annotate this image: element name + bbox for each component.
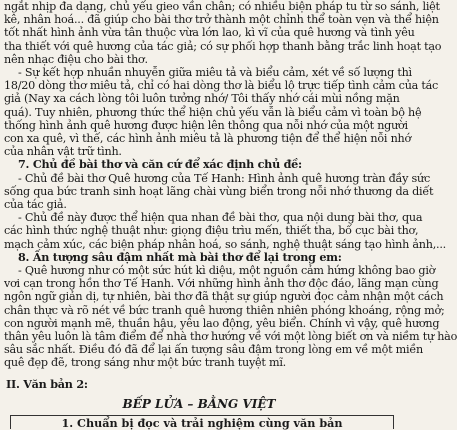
text-line: ngôn ngữ giản dị, tự nhiên, bài thơ đã thật sự giúp người đọc cảm nhận một cách xyxy=(4,290,444,304)
text-line: giả (Nay xa cách lòng tôi luôn tưởng nhớ/ Tôi thấy nhớ cái mùi nồng mặn xyxy=(4,92,400,106)
text-line: con người mạnh mẽ, thuần hậu, yêu lao động, yêu biển. Chính vì vậy, quê hương xyxy=(4,316,440,330)
text-line: con xa quê, vì thế, các hình ảnh miêu tả là phương tiện để thể hiện nỗi nhớ xyxy=(4,132,411,146)
text-line: quá). Tuy nhiên, phương thức thể hiện chủ yếu vẫn là biểu cảm vì toàn bộ hệ xyxy=(4,105,422,119)
text-line: mạch cảm xúc, các biện pháp nhân hoá, so sánh, nghệ thuật sáng tạo hình ảnh,... xyxy=(4,237,446,251)
section-title: II. Văn bản 2: xyxy=(6,376,88,391)
text-line: tha thiết với quê hương của tác giả; có sự phối hợp thanh bằng trắc linh hoạt tạo xyxy=(4,39,442,53)
box-title: 1. Chuẩn bị đọc và trải nghiệm cùng văn bản xyxy=(10,415,394,429)
heading-7: 7. Chủ đề bài thơ và căn cứ để xác định chủ đề: xyxy=(18,157,302,172)
text-line: nên nhạc điệu cho bài thơ. xyxy=(4,52,148,66)
text-line: tốt nhất hình ảnh vừa tân thuộc vừa lớn lao, kì vĩ của quê hương và tình yêu xyxy=(4,26,415,40)
text-line: chân thực và rõ nét về bức tranh quê hương thiên nhiên phóng khoáng, rộng mở; xyxy=(4,303,445,317)
text-line: 18/20 dòng thơ miêu tả, chỉ có hai dòng thơ là biểu lộ trực tiếp tình cảm của tác xyxy=(4,79,439,93)
text-line: vơi cạn trong hồn thơ Tế Hanh. Với những hình ảnh thơ độc đáo, lãng mạn cùng xyxy=(4,277,439,291)
text-line: ngắt nhịp đa dạng, chủ yếu gieo vần chân; có nhiều biện pháp tu từ so sánh, liệt xyxy=(4,0,440,13)
text-line: - Quê hương như có một sức hút kì diệu, một nguồn cảm hứng không bao giờ xyxy=(18,264,436,278)
text-line: - Chủ đề này được thể hiện qua nhan đề bài thơ, qua nội dung bài thơ, qua xyxy=(18,211,423,225)
text-line: của tác giả. xyxy=(4,198,67,212)
heading-8: 8. Ấn tượng sâu đậm nhất mà bài thơ để lại trong em: xyxy=(18,249,342,264)
text-line: thống hình ảnh quê hương được hiện lên thông qua nỗi nhớ của một người xyxy=(4,118,408,132)
text-line: sống qua bức tranh sinh hoạt lãng chài vùng biển trong nỗi nhớ thương da diết xyxy=(4,184,434,198)
text-line: sâu sắc nhất. Điều đó đã để lại ấn tượng sâu đậm trong lòng em về một miền xyxy=(4,343,423,357)
text-line: - Chủ đề bài thơ Quê hương của Tế Hanh: Hình ảnh quê hương tràn đầy sức xyxy=(18,171,430,185)
text-line: quê đẹp đẽ, trong sáng như một bức tranh tuyệt mĩ. xyxy=(4,356,286,370)
text-line: kê, nhân hoá... đã giúp cho bài thơ trở thành một chỉnh thể toàn vẹn và thể hiện xyxy=(4,13,439,27)
poem-title: BẾP LỬA – BẰNG VIỆT xyxy=(122,396,276,411)
text-line: - Sự kết hợp nhuần nhuyễn giữa miêu tả và biểu cảm, xét về số lượng thì xyxy=(18,66,412,80)
text-line: các hình thức nghệ thuật như: giọng điệu trìu mến, thiết tha, bố cục bài thơ, xyxy=(4,224,419,238)
text-line: của nhân vật trữ tình. xyxy=(4,145,122,159)
text-line: thân yêu luôn là tâm điểm để nhà thơ hướng về với một lòng biết ơn và niềm tự hào xyxy=(4,330,457,344)
